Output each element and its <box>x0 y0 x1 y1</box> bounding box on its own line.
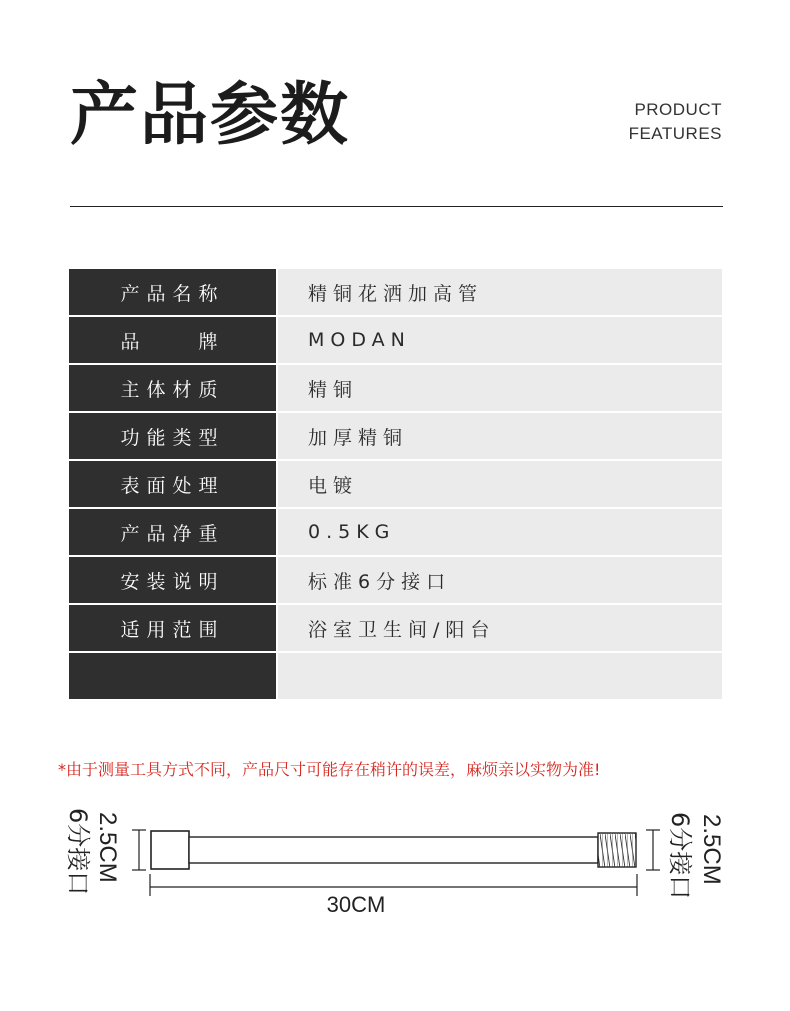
spec-label <box>69 653 276 699</box>
spec-value: 加厚精铜 <box>278 413 722 459</box>
header-divider <box>70 206 723 207</box>
right-connector-label: 6分接口 <box>666 812 694 900</box>
spec-value: 精铜花洒加高管 <box>278 269 722 315</box>
spec-value: 精铜 <box>278 365 722 411</box>
spec-label: 适用范围 <box>69 605 276 651</box>
spec-row-function <box>69 413 722 459</box>
pipe-body <box>189 837 598 863</box>
spec-row-material <box>69 365 722 411</box>
spec-row-scope <box>69 605 722 651</box>
spec-table <box>69 269 722 701</box>
spec-row-weight <box>69 509 722 555</box>
spec-label: 产品净重 <box>69 509 276 555</box>
left-connector-label: 6分接口 <box>64 808 92 896</box>
left-dimension-bracket <box>132 830 146 870</box>
length-dimension-line <box>150 874 637 896</box>
right-diameter-label: 2.5CM <box>698 814 725 885</box>
spec-row-empty <box>69 653 722 699</box>
page-title: 产品参数 <box>70 76 351 155</box>
spec-row-brand <box>69 317 722 363</box>
subtitle-line-2: FEATURES <box>628 124 722 143</box>
page-subtitle <box>629 98 722 146</box>
spec-value: 标准6分接口 <box>278 557 722 603</box>
spec-value <box>278 653 722 699</box>
left-nut <box>151 831 189 869</box>
spec-label: 产品名称 <box>69 269 276 315</box>
spec-value: 浴室卫生间/阳台 <box>278 605 722 651</box>
spec-label: 表面处理 <box>69 461 276 507</box>
subtitle-line-1: PRODUCT <box>634 100 722 119</box>
left-diameter-label: 2.5CM <box>94 812 121 883</box>
spec-row-install <box>69 557 722 603</box>
right-dimension-bracket <box>646 830 660 870</box>
spec-value: 0.5KG <box>278 509 722 555</box>
threaded-end <box>598 833 636 867</box>
spec-value: MODAN <box>278 317 722 363</box>
spec-label: 功能类型 <box>69 413 276 459</box>
pipe-dimension-diagram <box>0 800 790 920</box>
spec-row-surface <box>69 461 722 507</box>
spec-label: 品 牌 <box>69 317 276 363</box>
spec-value: 电镀 <box>278 461 722 507</box>
spec-label: 安装说明 <box>69 557 276 603</box>
disclaimer-note: *由于测量工具方式不同，产品尺寸可能存在稍许的误差，麻烦亲以实物为准! <box>58 760 601 779</box>
spec-label: 主体材质 <box>69 365 276 411</box>
spec-row-name <box>69 269 722 315</box>
length-label: 30CM <box>326 892 386 917</box>
